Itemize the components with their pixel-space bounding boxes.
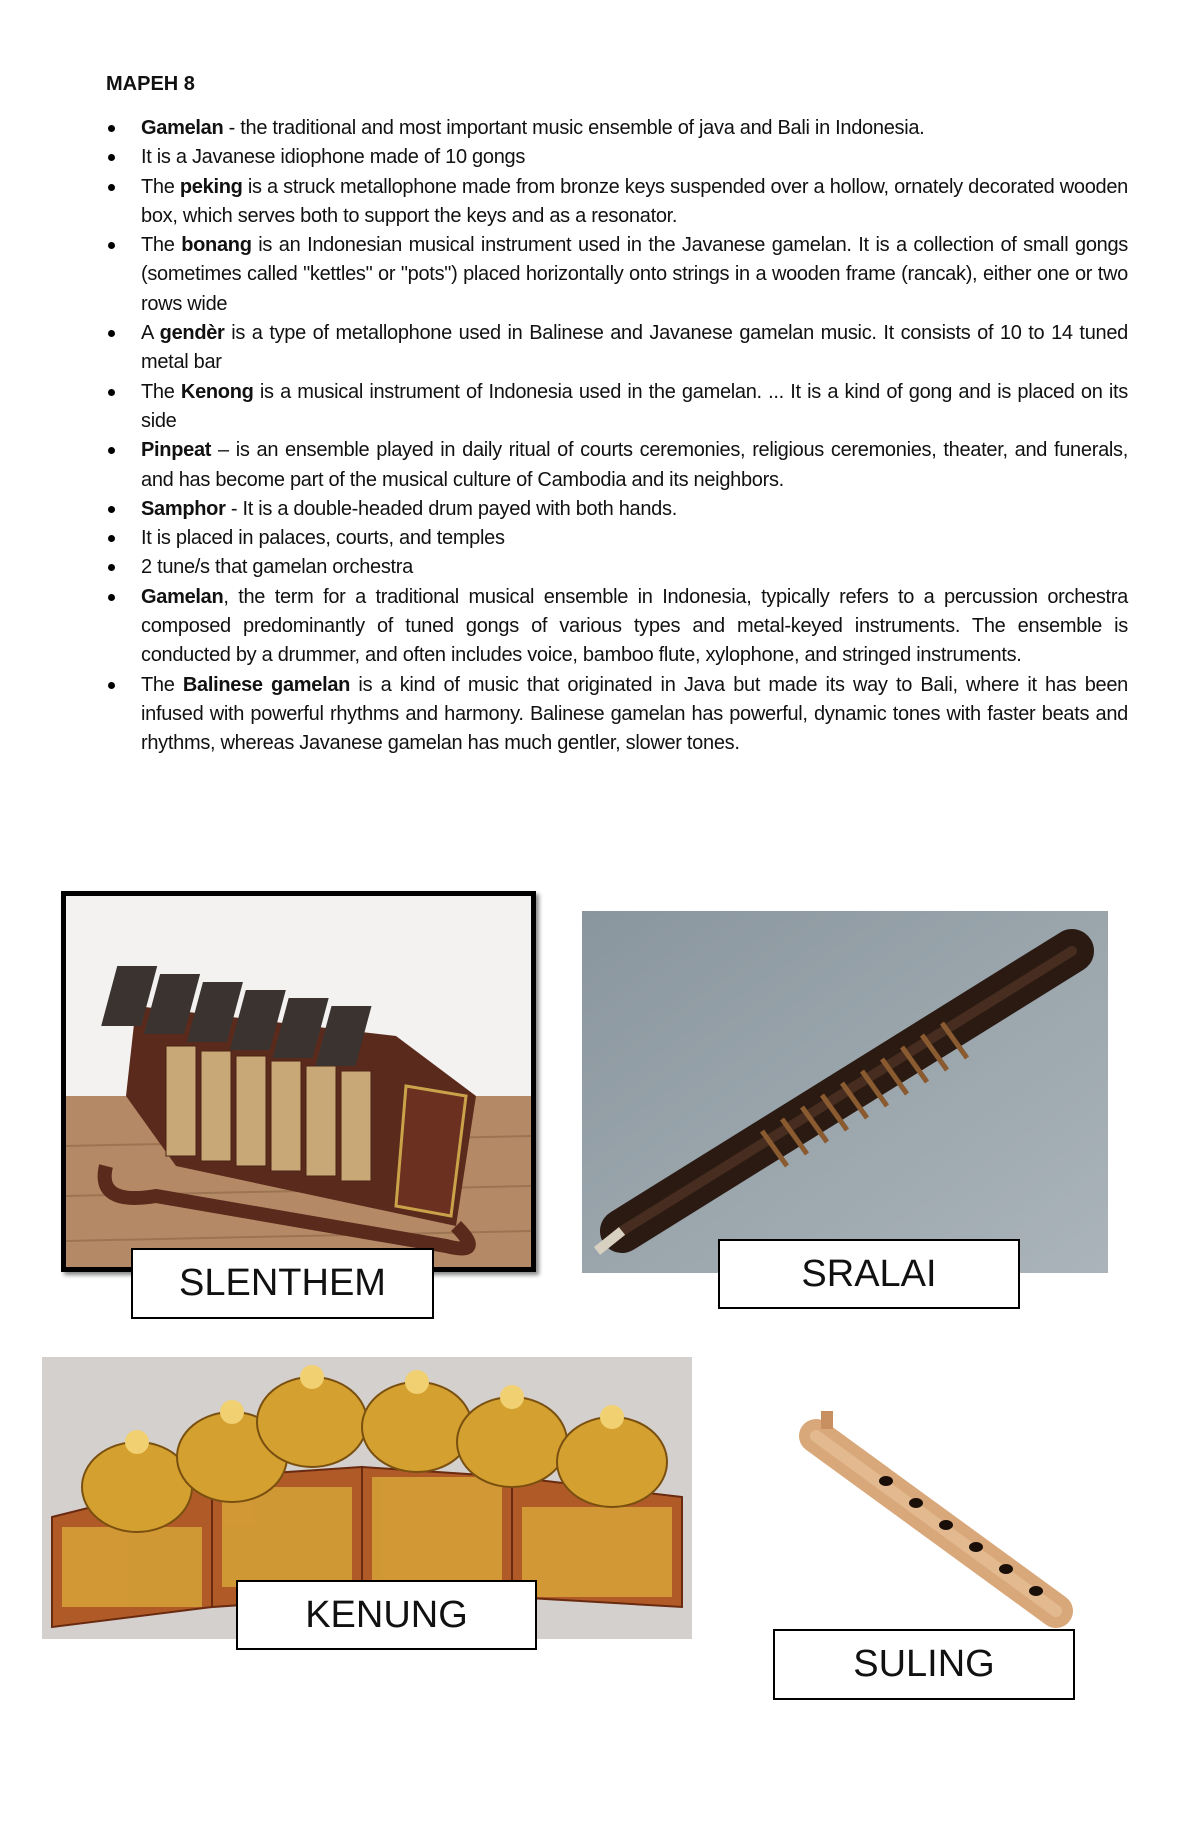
list-item: 2 tune/s that gamelan orchestra — [106, 553, 1128, 582]
page-title: MAPEH 8 — [106, 73, 195, 95]
list-item: The Balinese gamelan is a kind of music that originated in Java but made its way to Bali, where it has been infused with powerful rhythms and harmony. Balinese gamelan has powerful, dynamic tones with faster beats and rhythms, whereas Javanese gamelan has much gentler, slower tones. — [106, 671, 1128, 759]
suling-label: SULING — [773, 1629, 1075, 1700]
slenthem-image — [61, 891, 536, 1272]
list-item: The Kenong is a musical instrument of Indonesia used in the gamelan. ... It is a kind of gong and is placed on its side — [106, 378, 1128, 437]
list-item: Gamelan - the traditional and most important music ensemble of java and Bali in Indonesia. — [106, 114, 1128, 143]
sralai-image — [582, 911, 1108, 1273]
suling-image — [791, 1406, 1084, 1629]
list-item: Gamelan, the term for a traditional musical ensemble in Indonesia, typically refers to a percussion orchestra composed predominantly of tuned gongs of various types and metal-keyed instruments. The ensemble is conducted by a drummer, and often includes voice, bamboo flute, xylophone, and stringed instruments. — [106, 583, 1128, 671]
kenung-label: KENUNG — [236, 1580, 537, 1650]
list-item: The peking is a struck metallophone made from bronze keys suspended over a hollow, ornately decorated wooden box, which serves both to support the keys and as a resonator. — [106, 173, 1128, 232]
list-item: It is placed in palaces, courts, and temples — [106, 524, 1128, 553]
list-item: A gendèr is a type of metallophone used in Balinese and Javanese gamelan music. It consists of 10 to 14 tuned metal bar — [106, 319, 1128, 378]
list-item: It is a Javanese idiophone made of 10 gongs — [106, 143, 1128, 172]
list-item: Pinpeat – is an ensemble played in daily ritual of courts ceremonies, religious ceremonies, theater, and funerals, and has become part of the musical culture of Cambodia and its neighbors. — [106, 436, 1128, 495]
list-item: The bonang is an Indonesian musical instrument used in the Javanese gamelan. It is a collection of small gongs (sometimes called "kettles" or "pots") placed horizontally onto strings in a wooden frame (rancak), either one or two rows wide — [106, 231, 1128, 319]
list-item: Samphor - It is a double-headed drum payed with both hands. — [106, 495, 1128, 524]
sralai-label: SRALAI — [718, 1239, 1020, 1309]
notes-list — [106, 114, 1128, 759]
slenthem-label: SLENTHEM — [131, 1248, 434, 1319]
